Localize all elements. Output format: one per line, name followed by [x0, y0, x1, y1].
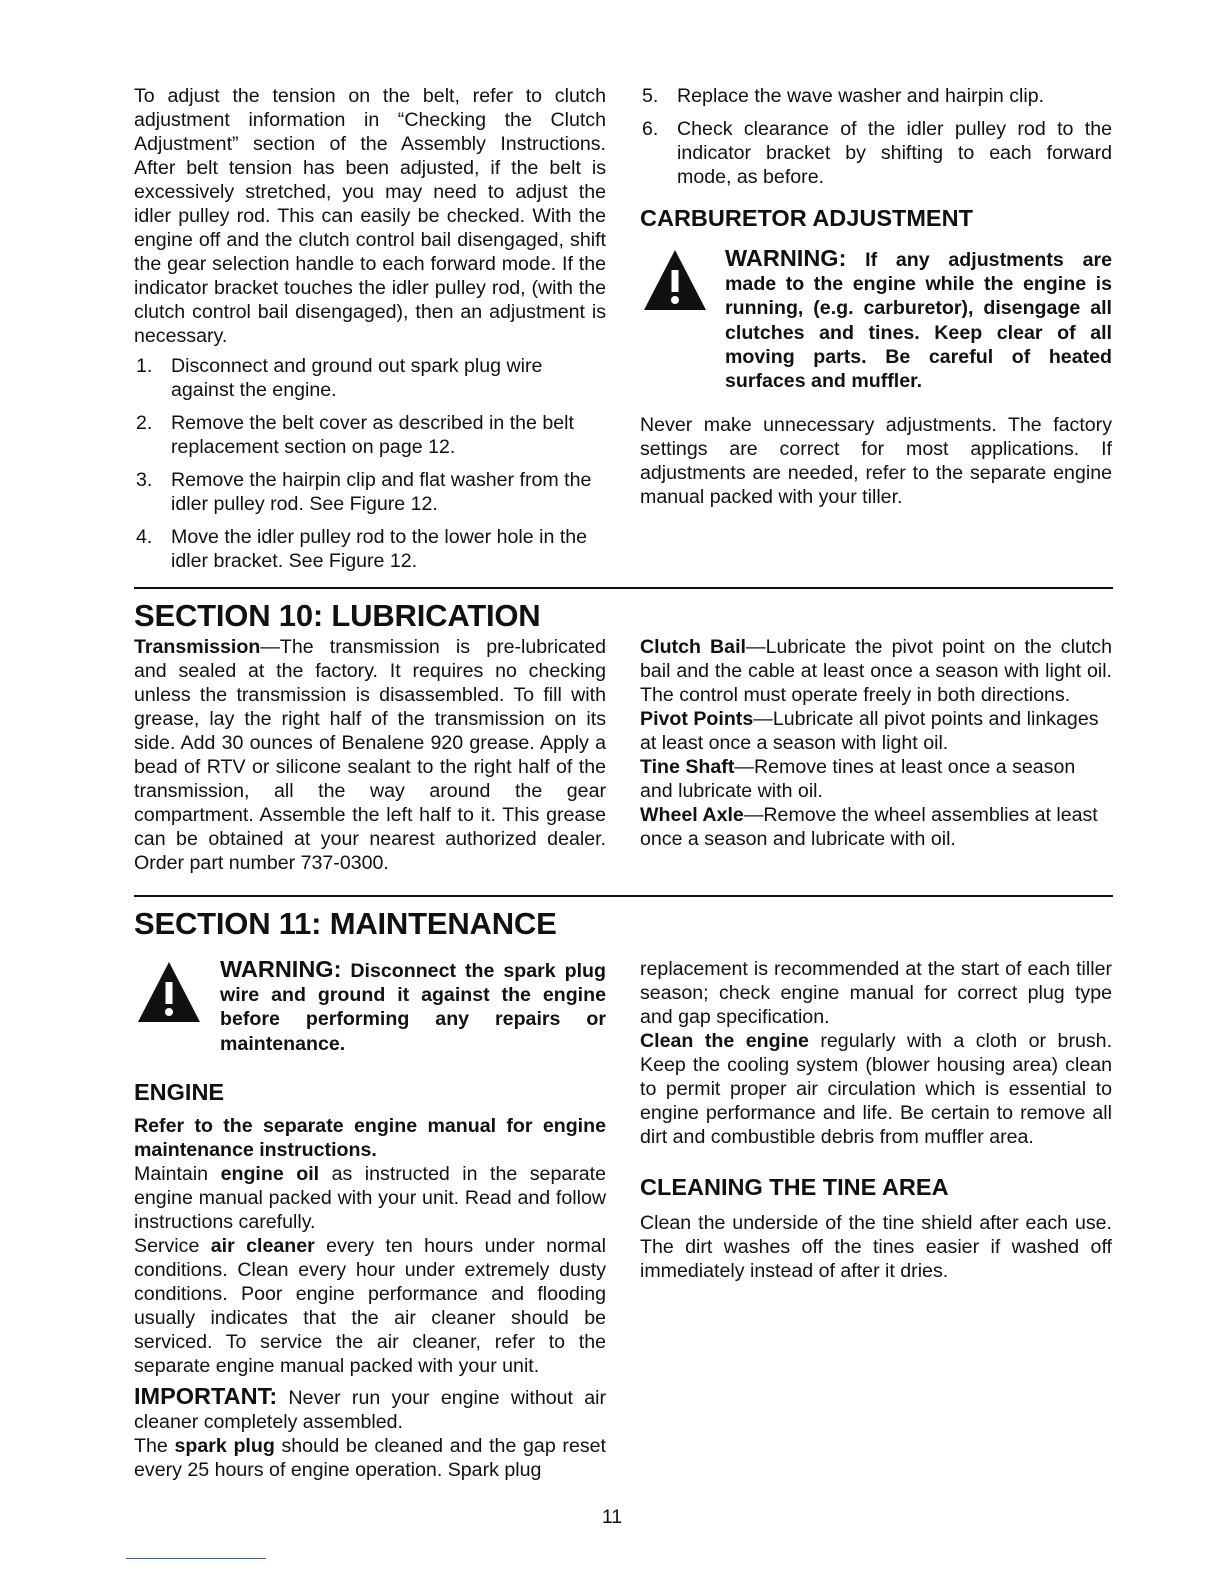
engine-oil-paragraph: Maintain engine oil as instructed in the separate engine manual packed with your unit. Read and follow instructions carefully. [134, 1162, 606, 1233]
transmission-paragraph: Transmission—The transmission is pre-lubricated and sealed at the factory. It requires no checking unless the transmission is disassembled. To fill with grease, lay the right half of the transmission on its side. Add 30 ounces of Benalene 920 grease. Apply a bead of RTV or silicone sealant to the right half of the transmission, all the way around the gear compartment. Assemble the left half to it. This grease can be obtained at your nearest authorized dealer. Order part number 737-0300. [134, 636, 606, 874]
lubrication-left-column [134, 635, 606, 875]
accent-line [126, 1558, 266, 1559]
wheel-axle-paragraph: Wheel Axle—Remove the wheel assemblies at least once a season and lubricate with oil. [640, 804, 1098, 850]
list-item: 4. Move the idler pulley rod to the lower hole in the idler bracket. See Figure 12. [136, 526, 588, 572]
important-label: IMPORTANT: [134, 1382, 278, 1409]
warning-label: WARNING: [220, 956, 342, 982]
list-item: 3. Remove the hairpin clip and flat washer from the idler pulley rod. See Figure 12. [136, 469, 592, 515]
warning-triangle-icon [136, 960, 202, 1026]
maintenance-warning [134, 957, 606, 1056]
pivot-points-paragraph: Pivot Points—Lubricate all pivot points and linkages at least once a season with light oil. [640, 708, 1099, 754]
warning-triangle-icon [642, 248, 708, 314]
divider-rule [134, 587, 1113, 589]
top-left-column [134, 84, 606, 582]
steps-list-2 [640, 84, 1112, 189]
transmission-label: Transmission [134, 636, 261, 658]
maintenance-left-column [134, 957, 606, 1482]
carburetor-body: Never make unnecessary adjustments. The factory settings are correct for most applications. If adjustments are needed, refer to the separate engine manual packed with your tiller. [640, 414, 1112, 509]
air-cleaner-paragraph: Service air cleaner every ten hours under normal conditions. Clean every hour under extremely dusty conditions. Poor engine performance and flooding usually indicates that the air cleaner should be serviced. To service the air cleaner, refer to the separate engine manual packed with your unit. [134, 1234, 606, 1377]
lubrication-right-column [640, 635, 1112, 851]
page-number: 11 [601, 1506, 623, 1528]
clutch-bail-paragraph: Clutch Bail—Lubricate the pivot point on the clutch bail and the cable at least once a season with light oil. The control must operate freely in both directions. [640, 636, 1112, 706]
engine-reference: Refer to the separate engine manual for engine maintenance instructions. [134, 1114, 606, 1161]
list-item: 6. Check clearance of the idler pulley rod to the indicator bracket by shifting to each forward mode, as before. [642, 118, 1112, 188]
warning-text: Disconnect the spark plug wire and ground it against the engine before performing any repairs or maintenance. [220, 960, 606, 1055]
divider-rule [134, 895, 1113, 897]
clean-engine-paragraph: Clean the engine regularly with a cloth or brush. Keep the cooling system (blower housing area) clean to permit proper air circulation which is essential to engine performance and life. Be certain to remove all dirt and combustible debris from muffler area. [640, 1030, 1113, 1148]
top-right-column [640, 84, 1112, 509]
engine-heading: ENGINE [134, 1078, 225, 1105]
cleaning-tine-paragraph: Clean the underside of the tine shield after each use. The dirt washes off the tines easier if washed off immediately instead of after it dries. [640, 1212, 1112, 1282]
carburetor-heading: CARBURETOR ADJUSTMENT [640, 205, 973, 231]
spark-plug-paragraph: The spark plug should be cleaned and the gap reset every 25 hours of engine operation. Spark plug [134, 1434, 606, 1481]
intro-paragraph: To adjust the tension on the belt, refer to clutch adjustment information in “Checking the Clutch Adjustment” section of the Assembly Instructions. After belt tension has been adjusted, if the belt is excessively stretched, you may need to adjust the idler pulley rod. This can easily be checked. With the engine off and the clutch control bail disengaged, shift the gear selection handle to each forward mode. If the indicator bracket touches the idler pulley rod, (with the clutch control bail disengaged), then an adjustment is necessary. [134, 85, 606, 347]
steps-list-1 [134, 354, 606, 573]
warning-text: If any adjustments are made to the engine while the engine is running, (e.g. carburetor), disengage all clutches and tines. Keep clear of all moving parts. Be careful of heated surfaces and muffler. [725, 249, 1112, 393]
list-item: 5. Replace the wave washer and hairpin clip. [642, 85, 1045, 107]
maintenance-right-column [640, 957, 1112, 1283]
carburetor-warning [640, 246, 1112, 393]
list-item: 2. Remove the belt cover as described in the belt replacement section on page 12. [136, 412, 574, 458]
important-paragraph: IMPORTANT: Never run your engine without air cleaner completely assembled. [134, 1382, 606, 1433]
section-11-heading: SECTION 11: MAINTENANCE [134, 906, 557, 941]
spark-plug-continued: replacement is recommended at the start of each tiller season; check engine manual for correct plug type and gap specification. [640, 958, 1112, 1028]
tine-shaft-paragraph: Tine Shaft—Remove tines at least once a season and lubricate with oil. [640, 756, 1076, 802]
section-10-heading: SECTION 10: LUBRICATION [134, 598, 541, 633]
list-item: 1. Disconnect and ground out spark plug wire against the engine. [136, 355, 543, 401]
warning-label: WARNING: [725, 245, 847, 271]
cleaning-tine-heading: CLEANING THE TINE AREA [640, 1174, 949, 1200]
